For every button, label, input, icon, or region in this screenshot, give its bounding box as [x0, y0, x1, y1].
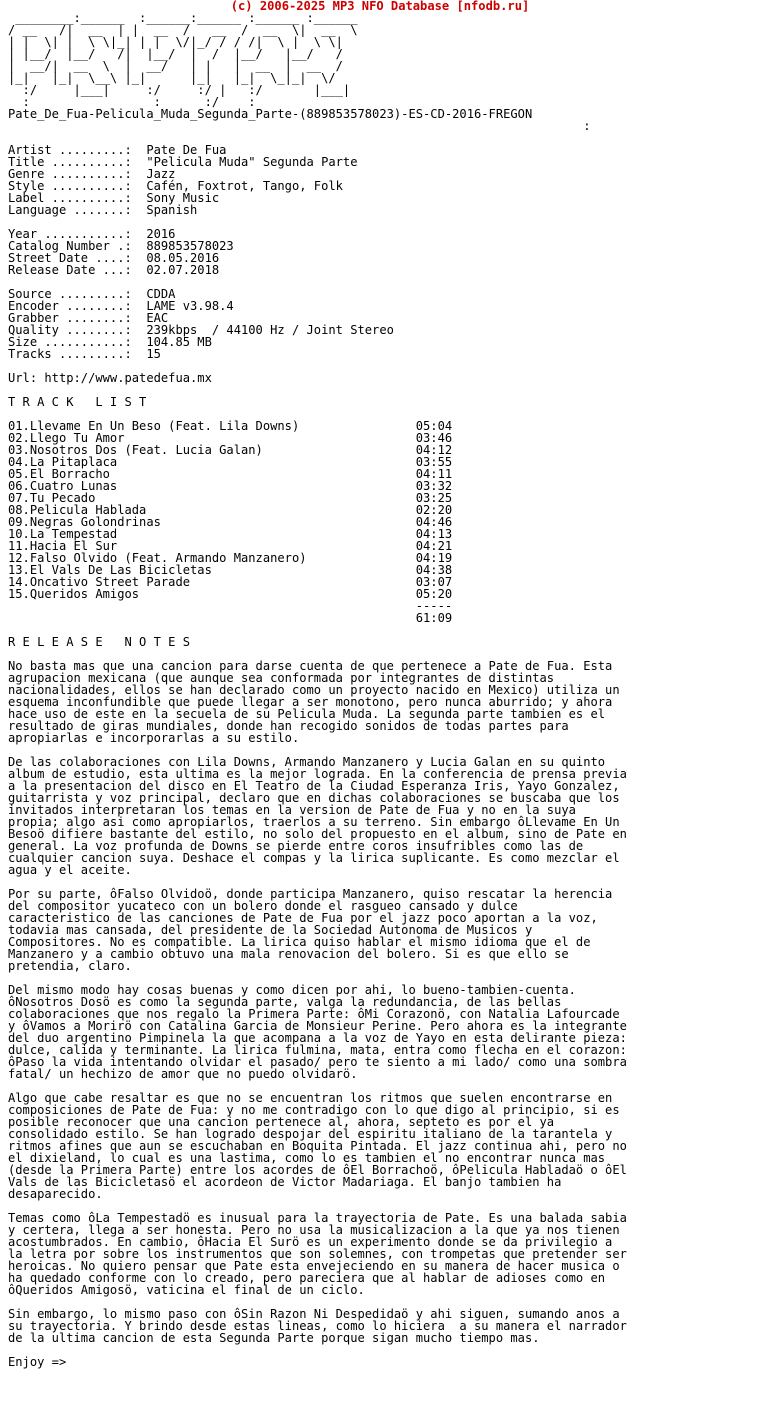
notes-line: Algo que cabe resaltar es que no se encuentran los ritmos que suelen encontrarse en	[8, 1091, 613, 1105]
release-name: Pate_De_Fua-Pelicula_Muda_Segunda_Parte-(889853578023)-ES-CD-2016-FREGON	[8, 107, 533, 121]
info-value: Cafén, Foxtrot, Tango, Folk	[146, 179, 343, 193]
info-value: 15	[146, 347, 161, 361]
notes-line: heroicas. No quiero pensar que Pate esta envejeciendo en su manera de hacer musica o	[8, 1259, 620, 1273]
notes-line: general. La voz profunda de Downs se pierde entre coros insufribles como las de	[8, 839, 584, 853]
track-time: 02:20	[415, 503, 453, 517]
info-value: 104.85 MB	[146, 335, 212, 349]
notes-line: Del mismo modo hay cosas buenas y como dicen por ahi, lo bueno-tambien-cuenta.	[8, 983, 576, 997]
notes-line: ôPaso la vida intentando olvidar el pasado/ pero te siento a mi lado/ como una sombra	[8, 1055, 627, 1069]
notes-line: desaparecido.	[8, 1187, 103, 1201]
info-label: Quality ........:	[8, 323, 132, 337]
notes-line: de la ultima cancion de esta Segunda Parte porque sigan mucho tiempo mas.	[8, 1331, 540, 1345]
track-title: 06.Cuatro Lunas	[8, 479, 118, 493]
info-value: 889853578023	[146, 239, 234, 253]
notes-line: resultado de giras mundiales, donde han recogido sonidos de todas partes para	[8, 719, 569, 733]
track-title: 03.Nosotros Dos (Feat. Lucia Galan)	[8, 443, 263, 457]
notes-line: apropiarlas e incorporarlas a su estilo.	[8, 731, 300, 745]
notes-line: Manzanero y a cambio obtuvo una mala renovacion del bolero. Si es que ello se	[8, 947, 569, 961]
notes-line: propia; algo asi como apropiarlos, traerlos a su terreno. Sin embargo ôLlevame En Un	[8, 815, 620, 829]
track-title: 05.El Borracho	[8, 467, 110, 481]
info-value: LAME v3.98.4	[146, 299, 234, 313]
info-value: Jazz	[146, 167, 176, 181]
track-time: 05:20	[415, 587, 453, 601]
total-separator: -----	[8, 599, 453, 613]
notes-line: del compositor yucateco con un bolero donde el rasgueo cansado y dulce	[8, 899, 518, 913]
notes-line: ritmos afines que aun se escuchaban en Boquita Pintada. El jazz continua ahi, pero no	[8, 1139, 627, 1153]
info-value: EAC	[146, 311, 169, 325]
track-title: 02.Llego Tu Amor	[8, 431, 125, 445]
logo-ascii-art: ________:______ :______:______ :______ :______ / __ /| __ | | __ / __ / __ \| __ \ | | \| | \ \|_| | | \/|_/ / / /| \ | \ \| | |__/ |__/ /| |__/ | / |__/ |__/ / | __/| __ \ | __/ | | | __ | __ / |_| |_| \__\ |_| |_| |_| \_|_| \/ :/ |___| :/ :/ | :/ |___| : : :/ :	[8, 11, 358, 109]
info-label: Catalog Number .:	[8, 239, 132, 253]
track-time: 04:21	[415, 539, 453, 553]
notes-line: el dixieland, lo cual es una lastima, como lo es tambien el no encontrar nunca mas	[8, 1151, 606, 1165]
notes-line: hace uso de este en la secuela de su Pelicula Muda. La segunda parte tambien es el	[8, 707, 606, 721]
info-block-dates	[8, 228, 760, 276]
info-label: Style ..........:	[8, 179, 132, 193]
notes-line: fatal/ un hechizo de amor que no puedo olvidarö.	[8, 1067, 358, 1081]
info-label: Title ..........:	[8, 155, 132, 169]
notes-line: ôNosotros Dosö es como la segunda parte, valga la redundancia, de las bellas	[8, 995, 562, 1009]
notes-line: nacionalidades, ellos se han declarado como un proyecto nacido en Mexico) utiliza un	[8, 683, 620, 697]
info-value: 2016	[146, 227, 176, 241]
track-title: 10.La Tempestad	[8, 527, 118, 541]
track-title: 14.Oncativo Street Parade	[8, 575, 191, 589]
info-row	[8, 348, 760, 360]
notes-line: No basta mas que una cancion para darse cuenta de que pertenece a Pate de Fua. Esta	[8, 659, 613, 673]
info-label: Language .......:	[8, 203, 132, 217]
notes-line: album de estudio, esta ultima es la mejor lograda. En la conferencia de prensa previa	[8, 767, 627, 781]
track-time: 03:25	[415, 491, 453, 505]
notes-line: invitados interpretaran los temas en la version de Pate de Fua y no en la suya	[8, 803, 576, 817]
info-label: Year ...........:	[8, 227, 132, 241]
notes-line: dulce, calida y terminante. La lirica fulmina, mata, entra como flecha en el corazon:	[8, 1043, 627, 1057]
notes-line: composiciones de Pate de Fua: y no me contradigo con lo que digo al principio, si es	[8, 1103, 620, 1117]
info-value: Pate De Fua	[146, 143, 227, 157]
track-time: 04:19	[415, 551, 453, 565]
info-value: 239kbps / 44100 Hz / Joint Stereo	[146, 323, 394, 337]
track-time: 04:12	[415, 443, 453, 457]
notes-line: Vals de las Bicicletasö el acordeon de Victor Madariaga. El banjo tambien ha	[8, 1175, 562, 1189]
notes-line: acostumbrados. En cambio, ôHacia El Surö es un experimento donde se da privilegio a	[8, 1235, 613, 1249]
notes-line: Compositores. No es compatible. La lirica quiso hablar el mismo idioma que el de	[8, 935, 591, 949]
notes-line: a la presentacion del disco en El Teatro de la Ciudad Esperanza Iris, Yayo Gonzalez,	[8, 779, 620, 793]
notes-line: pretendia, claro.	[8, 959, 132, 973]
url-line[interactable]: Url: http://www.patedefua.mx	[8, 371, 212, 385]
enjoy-line: Enjoy =>	[8, 1355, 67, 1369]
track-title: 12.Falso Olvido (Feat. Armando Manzanero)	[8, 551, 307, 565]
notes-line: guitarrista y voz principal, declaro que en dichas colaboraciones se buscaba que los	[8, 791, 620, 805]
track-title: 08.Pelicula Hablada	[8, 503, 147, 517]
notes-line: Temas como ôLa Tempestadö es inusual para la trayectoria de Pate. Es una balada sabia	[8, 1211, 627, 1225]
total-time: 61:09	[8, 611, 453, 625]
release-notes-title: R E L E A S E N O T E S	[8, 635, 191, 649]
info-label: Street Date ....:	[8, 251, 132, 265]
info-value: 08.05.2016	[146, 251, 220, 265]
info-value: 02.07.2018	[146, 263, 220, 277]
info-value: CDDA	[146, 287, 176, 301]
info-label: Tracks .........:	[8, 347, 132, 361]
notes-line: cualquier cancion suya. Deshace el compas y la lirica suplicante. Es como mezclar el	[8, 851, 620, 865]
track-title: 04.La Pitaplaca	[8, 455, 118, 469]
track-list	[8, 420, 760, 600]
notes-line: y certera, llega a ser honesta. Pero no usa la musicalizacion a la que ya nos tienen	[8, 1223, 620, 1237]
track-title: 07.Tu Pecado	[8, 491, 96, 505]
dot-line: :	[386, 119, 591, 133]
notes-line: y ôVamos a Morirö con Catalina Garcia de Monsieur Perine. Pero ahora es la integrante	[8, 1019, 627, 1033]
track-title: 09.Negras Golondrinas	[8, 515, 161, 529]
info-label: Genre ..........:	[8, 167, 132, 181]
notes-line: todavia mas cansada, del presidente de la Sociedad Autonoma de Musicos y	[8, 923, 533, 937]
info-label: Release Date ...:	[8, 263, 132, 277]
notes-line: posible reconocer que una cancion pertenece al, ahora, septeto es por el ya	[8, 1115, 555, 1129]
notes-line: (desde la Primera Parte) entre los acordes de ôEl Borrachoö, ôPelicula Habladaö o ôEl	[8, 1163, 627, 1177]
track-title: 15.Queridos Amigos	[8, 587, 140, 601]
notes-line: del duo argentino Pimpinela la que acompana a la voz de Yayo en esta delirante pieza:	[8, 1031, 627, 1045]
notes-line: agua y el aceite.	[8, 863, 132, 877]
track-time: 03:32	[415, 479, 453, 493]
notes-line: Por su parte, ôFalso Olvidoö, donde participa Manzanero, quiso rescatar la herencia	[8, 887, 613, 901]
track-time: 04:38	[415, 563, 453, 577]
track-time: 03:07	[415, 575, 453, 589]
nfo-db-credit-link[interactable]: (c) 2006-2025 MP3 NFO Database [nfodb.ru]	[230, 0, 530, 13]
info-label: Source .........:	[8, 287, 132, 301]
info-value: Spanish	[146, 203, 198, 217]
info-row	[8, 264, 760, 276]
track-time: 03:55	[415, 455, 453, 469]
release-notes	[8, 660, 760, 1356]
track-title: 13.El Vals De Las Bicicletas	[8, 563, 212, 577]
notes-line: la letra por sobre los instrumentos que son solemnes, con trompetas que pretender ser	[8, 1247, 627, 1261]
track-time: 04:46	[415, 515, 453, 529]
notes-line: colaboraciones que nos regalo la Primera Parte: ôMi Corazonö, con Natalia Lafourcade	[8, 1007, 620, 1021]
info-label: Label ..........:	[8, 191, 132, 205]
notes-line: caracteristico de las canciones de Pate de Fua por el jazz poco aportan a la voz,	[8, 911, 598, 925]
notes-line: Sin embargo, lo mismo paso con ôSin Razon Ni Despedidaö y ahi siguen, sumando anos a	[8, 1307, 620, 1321]
info-label: Encoder ........:	[8, 299, 132, 313]
info-block-metadata	[8, 144, 760, 216]
track-time: 04:13	[415, 527, 453, 541]
info-label: Size ...........:	[8, 335, 132, 349]
info-label: Grabber ........:	[8, 311, 132, 325]
notes-line: esquema inconfundible que puede llegar a ser monotono, pero nunca aburrido; y ahora	[8, 695, 613, 709]
track-time: 04:11	[415, 467, 453, 481]
track-time: 03:46	[415, 431, 453, 445]
notes-line: consolidado estilo. Se han logrado despojar del espiritu italiano de la tarantela y	[8, 1127, 613, 1141]
notes-line: Besoö difiere bastante del estilo, no solo del propuesto en el album, sino de Pate en	[8, 827, 627, 841]
nfo-document	[8, 0, 760, 1368]
track-time: 05:04	[415, 419, 453, 433]
info-block-encoding	[8, 288, 760, 360]
notes-line: su trayectoria. Y brindo desde estas lineas, como lo hiciera a su manera el narrador	[8, 1319, 627, 1333]
info-label: Artist .........:	[8, 143, 132, 157]
track-title: 11.Hacia El Sur	[8, 539, 118, 553]
info-value: "Pelicula Muda" Segunda Parte	[146, 155, 358, 169]
notes-line: agrupacion mexicana (que aunque sea conformada por integrantes de distintas	[8, 671, 555, 685]
notes-line: De las colaboraciones con Lila Downs, Armando Manzanero y Lucia Galan en su quinto	[8, 755, 606, 769]
info-value: Sony Music	[146, 191, 220, 205]
tracklist-title: T R A C K L I S T	[8, 395, 147, 409]
track-title: 01.Llevame En Un Beso (Feat. Lila Downs)	[8, 419, 300, 433]
info-row	[8, 204, 760, 216]
notes-line: ha quedado conforme con lo creado, pero pareciera que al hablar de adioses como en	[8, 1271, 606, 1285]
notes-line: ôQueridos Amigosö, vaticina el final de un ciclo.	[8, 1283, 365, 1297]
